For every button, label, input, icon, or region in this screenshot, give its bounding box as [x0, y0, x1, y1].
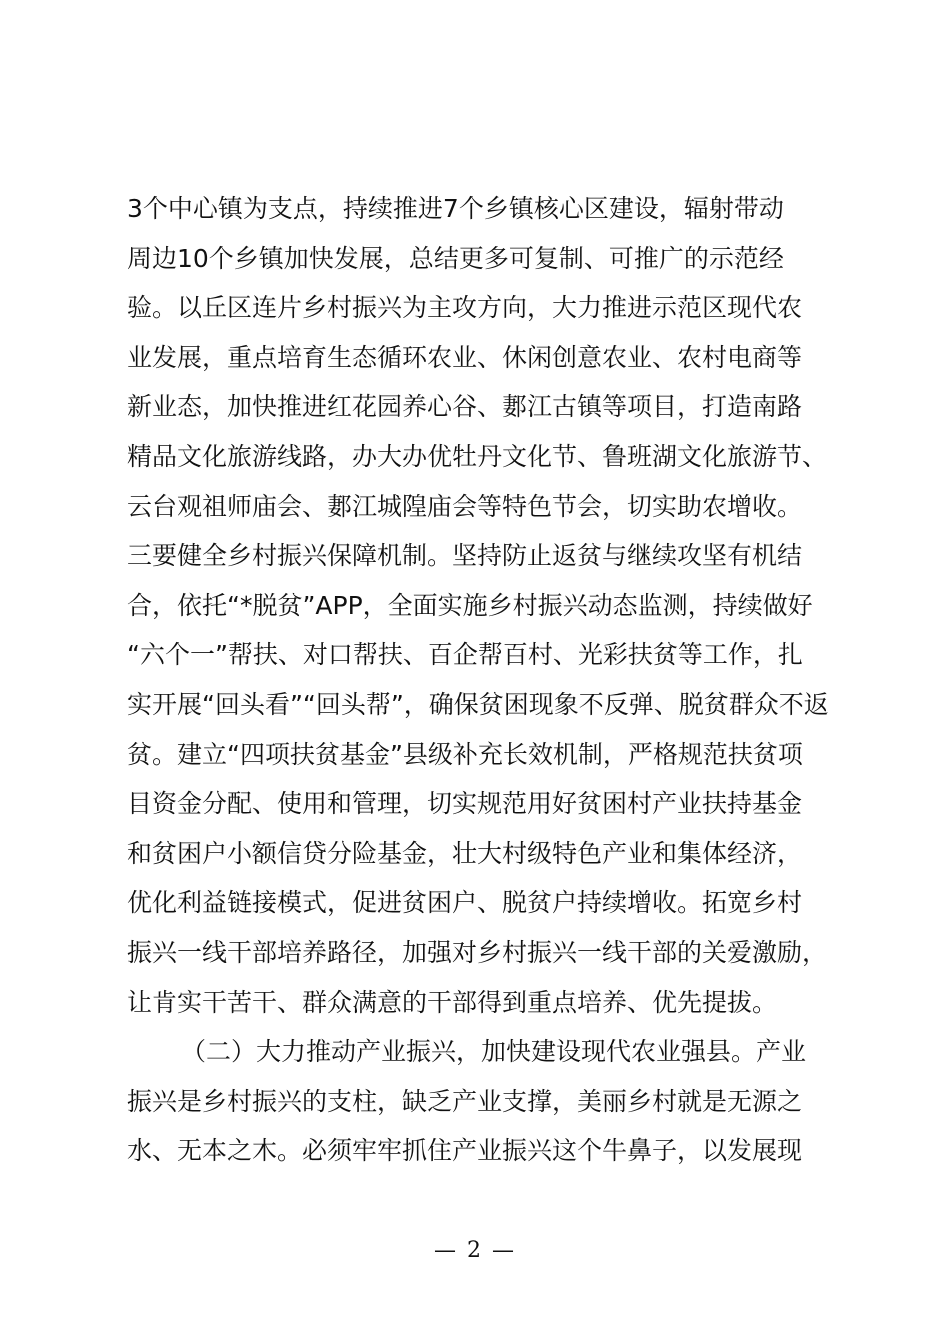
- text-line: 让肯实干苦干、群众满意的干部得到重点培养、优先提拔。: [127, 987, 778, 1017]
- page-number: — 2 —: [434, 1238, 516, 1263]
- text-line: 水、无本之木。必须牢牢抓住产业振兴这个牛鼻子，以发展现: [127, 1136, 803, 1166]
- text-line: 和贫困户小额信贷分险基金，壮大村级特色产业和集体经济，: [127, 838, 803, 868]
- text-line: 精品文化旅游线路，办大办优牡丹文化节、鲁班湖文化旅游节、: [127, 441, 828, 471]
- text-line: 业发展，重点培育生态循环农业、休闲创意农业、农村电商等: [127, 342, 803, 372]
- text-line: 周边10个乡镇加快发展，总结更多可复制、可推广的示范经: [127, 243, 784, 273]
- text-line: 目资金分配、使用和管理，切实规范用好贫困村产业扶持基金: [127, 789, 803, 819]
- text-line: 3个中心镇为支点，持续推进7个乡镇核心区建设，辐射带动: [127, 194, 784, 223]
- text-line: 新业态，加快推进红花园养心谷、郪江古镇等项目，打造南路: [127, 392, 803, 422]
- body-text: [127, 184, 827, 1176]
- text-line: 贫。建立“四项扶贫基金”县级补充长效机制，严格规范扶贫项: [127, 739, 803, 769]
- text-line: 云台观祖师庙会、郪江城隍庙会等特色节会，切实助农增收。: [127, 491, 803, 521]
- text-line: “六个一”帮扶、对口帮扶、百企帮百村、光彩扶贫等工作，扎: [127, 640, 803, 670]
- text-line: 振兴是乡村振兴的支柱，缺乏产业支撑，美丽乡村就是无源之: [127, 1086, 803, 1116]
- text-line: 振兴一线干部培养路径，加强对乡村振兴一线干部的关爱激励，: [127, 937, 828, 967]
- text-line: 三要健全乡村振兴保障机制。坚持防止返贫与继续攻坚有机结: [127, 541, 803, 571]
- text-line: 验。以丘区连片乡村振兴为主攻方向，大力推进示范区现代农: [127, 293, 803, 323]
- text-line: 实开展“回头看”“回头帮”，确保贫困现象不反弹、脱贫群众不返: [127, 689, 829, 719]
- text-line: 优化利益链接模式，促进贫困户、脱贫户持续增收。拓宽乡村: [127, 888, 803, 918]
- section-heading-line: （二）大力推动产业振兴，加快建设现代农业强县。产业: [181, 1037, 807, 1067]
- text-line: 合，依托“*脱贫”APP，全面实施乡村振兴动态监测，持续做好: [127, 590, 813, 620]
